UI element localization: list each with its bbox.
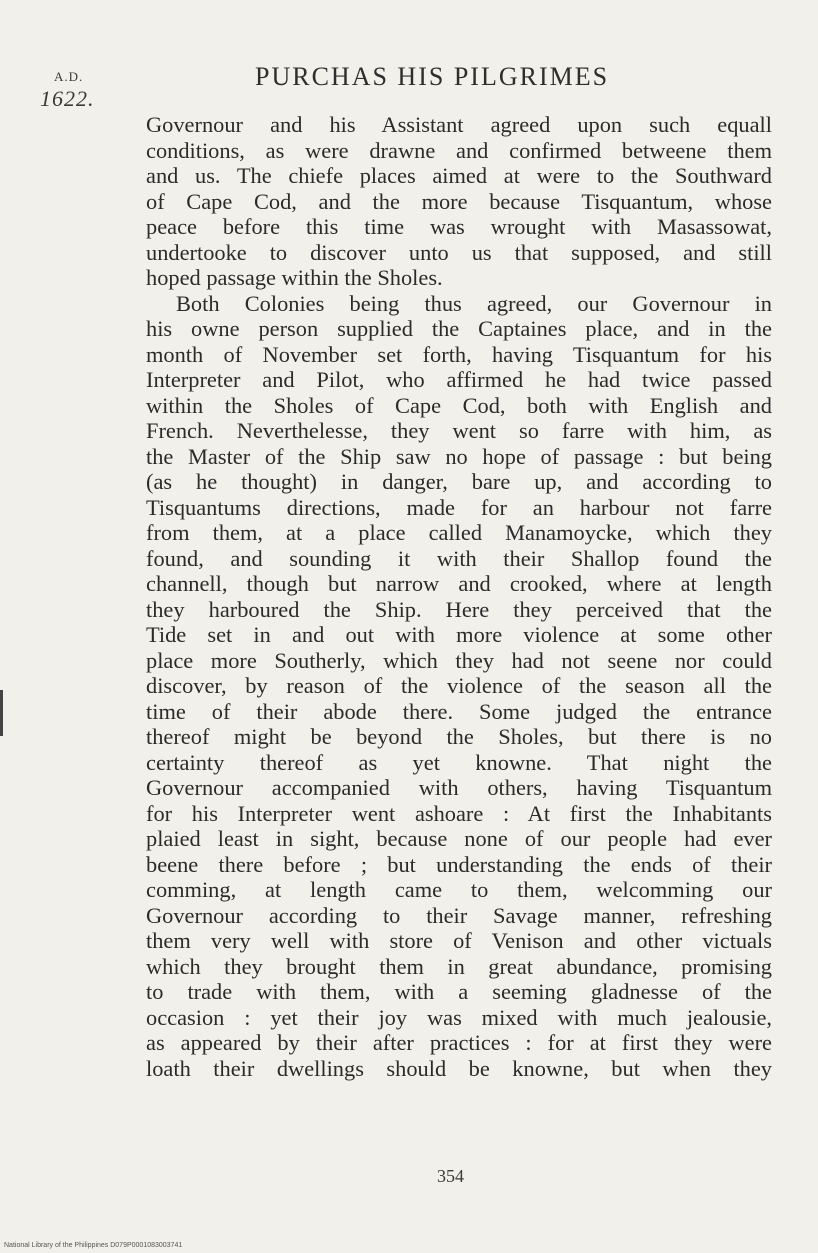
text-line: comming, at length came to them, welcomming our <box>146 877 772 902</box>
text-line: Tide set in and out with more violence at some other <box>146 622 772 647</box>
text-line: Tisquantums directions, made for an harbour not farre <box>146 494 772 520</box>
text-line: (as he thought) in danger, bare up, and according to <box>146 469 772 494</box>
text-line: for his Interpreter went ashoare : At first the Inhabitants <box>146 800 772 826</box>
text-line: Governour accompanied with others, having Tisquantum <box>146 775 772 800</box>
text-line: from them, at a place called Manamoycke, which they <box>146 520 772 545</box>
text-line: as appeared by their after practices : for at first they were <box>146 1030 772 1055</box>
text-line: and us. The chiefe places aimed at were to the Southward <box>146 163 772 188</box>
page-edge-shadow <box>0 690 3 736</box>
text-line: occasion : yet their joy was mixed with much jealousie, <box>146 1004 772 1030</box>
text-line: certainty thereof as yet knowne. That night the <box>146 749 772 775</box>
text-line: which they brought them in great abundance, promising <box>146 953 772 979</box>
text-line: thereof might be beyond the Sholes, but there is no <box>146 724 772 749</box>
text-line: discover, by reason of the violence of the season all the <box>146 673 772 698</box>
text-line: within the Sholes of Cape Cod, both with English and <box>146 392 772 418</box>
text-line: conditions, as were drawne and confirmed betweene them <box>146 137 772 163</box>
text-line: time of their abode there. Some judged the entrance <box>146 698 772 724</box>
scan-credit: National Library of the Philippines D079P0001083003741 <box>4 1242 183 1249</box>
text-line: month of November set forth, having Tisquantum for his <box>146 341 772 367</box>
text-line: of Cape Cod, and the more because Tisquantum, whose <box>146 188 772 214</box>
text-line: peace before this time was wrought with Masassowat, <box>146 214 772 239</box>
text-line: them very well with store of Venison and other victuals <box>146 928 772 953</box>
text-line: the Master of the Ship saw no hope of passage : but being <box>146 443 772 469</box>
text-line: his owne person supplied the Captaines place, and in the <box>146 316 772 341</box>
margin-year: 1622. <box>40 86 95 111</box>
text-line: Both Colonies being thus agreed, our Governour in <box>176 290 772 316</box>
text-line: Governour according to their Savage manner, refreshing <box>146 902 772 928</box>
text-line: Governour and his Assistant agreed upon such equall <box>146 112 772 137</box>
text-line: place more Southerly, which they had not seene nor could <box>146 647 772 673</box>
text-line: plaied least in sight, because none of our people had ever <box>146 826 772 851</box>
margin-date-note <box>40 66 120 110</box>
margin-anno-domini: A.D. <box>54 69 84 84</box>
text-line: they harboured the Ship. Here they perceived that the <box>146 596 772 622</box>
text-line: beene there before ; but understanding the ends of their <box>146 851 772 877</box>
text-line: loath their dwellings should be knowne, but when they <box>146 1055 772 1081</box>
page-number: 354 <box>437 1166 464 1186</box>
body-text <box>146 112 772 1081</box>
text-line: found, and sounding it with their Shallop found the <box>146 545 772 571</box>
text-line: French. Neverthelesse, they went so farre with him, as <box>146 418 772 443</box>
running-title: PURCHAS HIS PILGRIMES <box>255 62 610 91</box>
text-line: undertooke to discover unto us that supposed, and still <box>146 239 772 265</box>
text-line: to trade with them, with a seeming gladnesse of the <box>146 979 772 1004</box>
text-line: Interpreter and Pilot, who affirmed he had twice passed <box>146 367 772 392</box>
text-line: hoped passage within the Sholes. <box>146 265 443 290</box>
text-line: channell, though but narrow and crooked, where at length <box>146 571 772 596</box>
